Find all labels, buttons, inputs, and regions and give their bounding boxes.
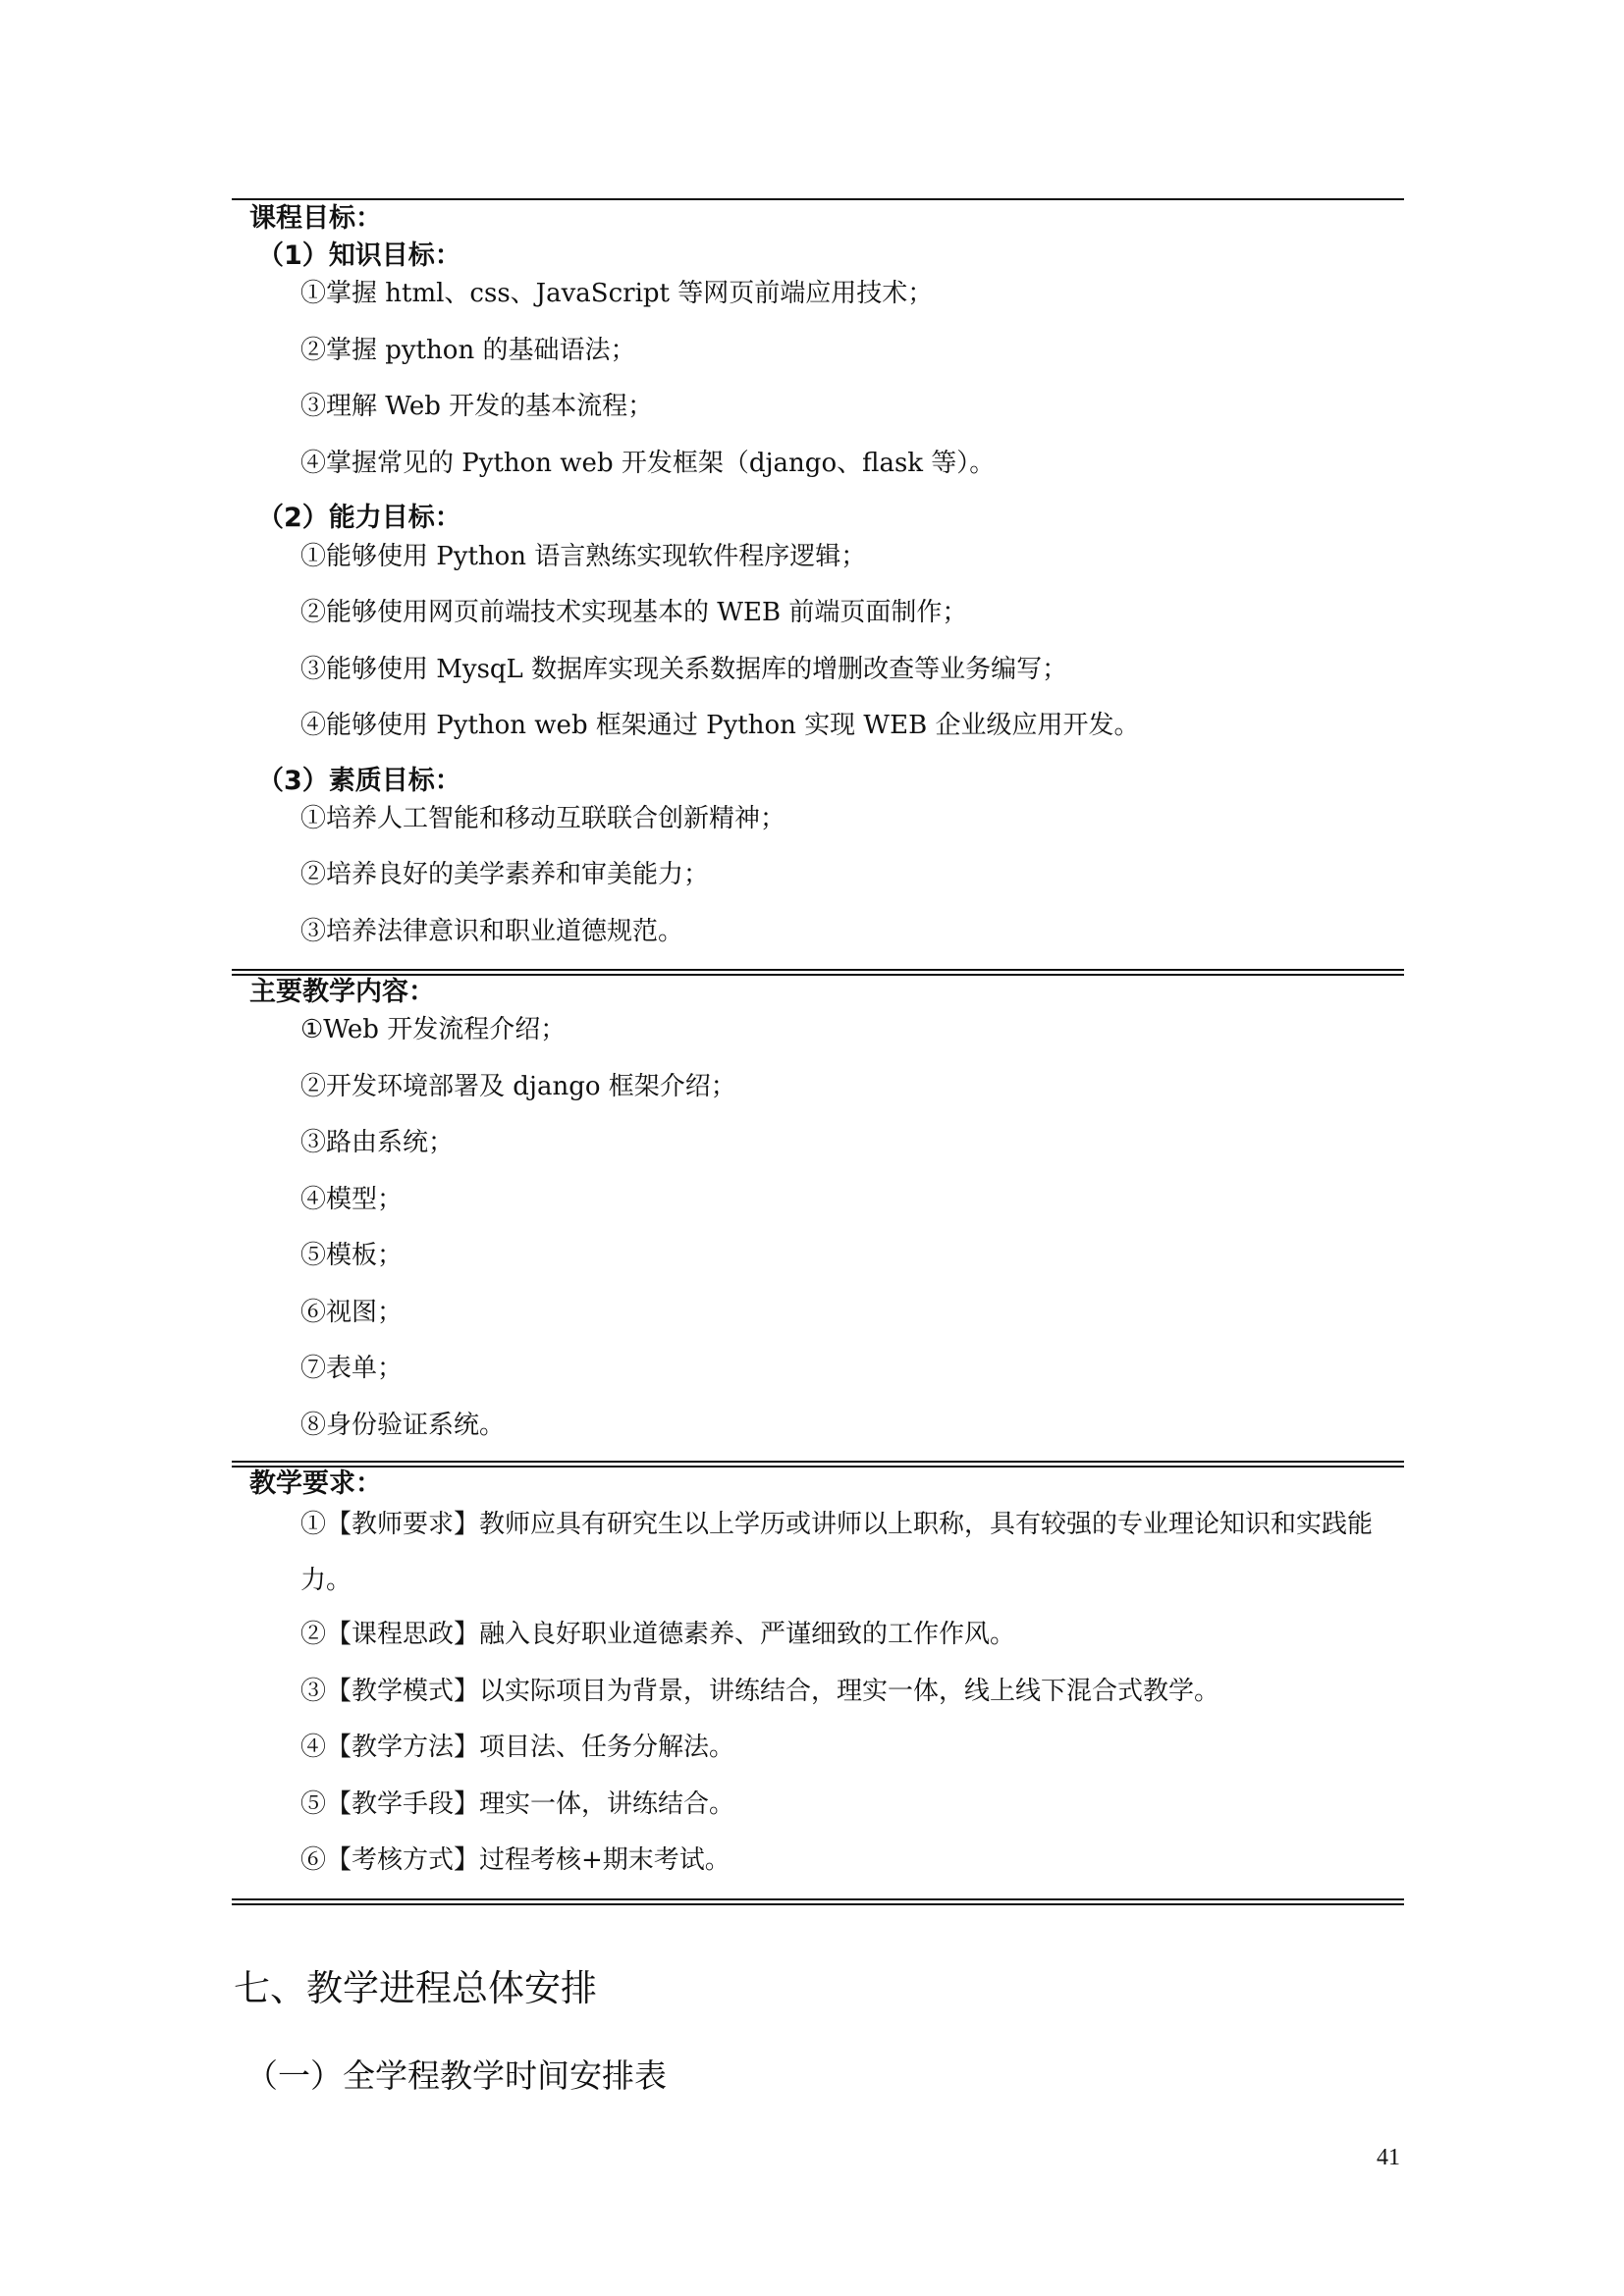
list-item: ②开发环境部署及 django 框架介绍； bbox=[300, 1072, 736, 1101]
list-item: ④能够使用 Python web 框架通过 Python 实现 WEB 企业级应用开发。 bbox=[300, 711, 1140, 740]
list-item: ⑥视图； bbox=[300, 1298, 404, 1327]
section-title: 七、教学进程总体安排 bbox=[234, 1967, 597, 2009]
quality-objectives-heading: （3）素质目标： bbox=[257, 766, 461, 796]
list-item: ②【课程思政】融入良好职业道德素养、严谨细致的工作作风。 bbox=[300, 1620, 1016, 1649]
list-item: ⑥【考核方式】过程考核+期末考试。 bbox=[300, 1845, 731, 1875]
knowledge-objectives-heading: （1）知识目标： bbox=[257, 240, 461, 271]
list-item: ④【教学方法】项目法、任务分解法。 bbox=[300, 1733, 735, 1762]
list-item: ④模型； bbox=[300, 1185, 404, 1214]
table-bottom-border bbox=[232, 1898, 1404, 1905]
list-item: ②培养良好的美学素养和审美能力； bbox=[300, 860, 710, 889]
section-divider bbox=[232, 1461, 1404, 1468]
list-item: ②掌握 python 的基础语法； bbox=[300, 336, 636, 365]
list-item: ⑤【教学手段】理实一体，讲练结合。 bbox=[300, 1789, 735, 1819]
list-item: ①Web 开发流程介绍； bbox=[300, 1015, 567, 1044]
list-item: ③能够使用 MysqL 数据库实现关系数据库的增删改查等业务编写； bbox=[300, 655, 1068, 684]
list-item: ⑦表单； bbox=[300, 1354, 404, 1383]
list-item: ⑧身份验证系统。 bbox=[300, 1411, 506, 1440]
list-item: ①培养人工智能和移动互联联合创新精神； bbox=[300, 804, 786, 833]
table-top-border bbox=[232, 198, 1404, 200]
subsection-title: （一）全学程教学时间安排表 bbox=[245, 2056, 667, 2095]
list-item: ③【教学模式】以实际项目为背景，讲练结合，理实一体，线上线下混合式教学。 bbox=[300, 1677, 1220, 1706]
list-item: ③路由系统； bbox=[300, 1128, 455, 1157]
section-divider bbox=[232, 969, 1404, 976]
list-item: ①能够使用 Python 语言熟练实现软件程序逻辑； bbox=[300, 542, 867, 571]
list-item: ①掌握 html、css、JavaScript 等网页前端应用技术； bbox=[300, 279, 934, 308]
list-item: ③理解 Web 开发的基本流程； bbox=[300, 392, 654, 421]
list-item: ③培养法律意识和职业道德规范。 bbox=[300, 917, 684, 946]
page-number: 41 bbox=[1377, 2145, 1400, 2170]
ability-objectives-heading: （2）能力目标： bbox=[257, 503, 461, 533]
content-heading: 主要教学内容： bbox=[249, 977, 435, 1007]
list-item: ⑤模板； bbox=[300, 1241, 404, 1270]
requirements-heading: 教学要求： bbox=[249, 1468, 382, 1499]
list-item: ④掌握常见的 Python web 开发框架（django、flask 等）。 bbox=[300, 449, 996, 478]
objectives-heading: 课程目标： bbox=[249, 203, 382, 234]
list-item: ②能够使用网页前端技术实现基本的 WEB 前端页面制作； bbox=[300, 598, 968, 627]
list-item: ①【教师要求】教师应具有研究生以上学历或讲师以上职称，具有较强的专业理论知识和实践能力。 bbox=[300, 1510, 1374, 1595]
